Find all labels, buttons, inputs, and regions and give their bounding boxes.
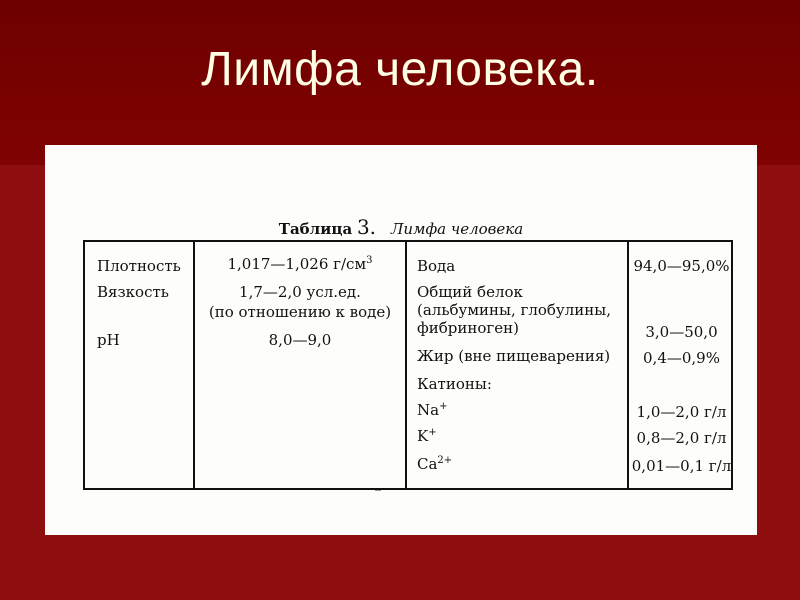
table-divider-1: [193, 242, 195, 488]
property-value-note: (по отношению к воде): [208, 303, 392, 321]
component-value: 0,4—0,9%: [643, 349, 720, 367]
component-value: 1,0—2,0 г/л: [636, 403, 727, 421]
component-name: $Ca^{2+}$: [417, 455, 453, 473]
property-value: 1,017—1,026 $г/см^3$: [227, 255, 373, 273]
component-name: фибриноген): [417, 319, 519, 337]
caption-title: Лимфа человека: [390, 220, 524, 238]
property-name: Плотность: [97, 257, 181, 275]
table-divider-2: [405, 242, 407, 488]
component-name: Вода: [417, 257, 456, 275]
component-name: Жир (вне пищеварения): [417, 347, 611, 365]
component-name: K+: [417, 427, 437, 445]
component-name: (альбумины, глобулины,: [417, 301, 611, 319]
component-value: 0,8—2,0 г/л: [636, 429, 727, 447]
component-value: 94,0—95,0%: [633, 257, 730, 275]
property-name: Вязкость: [97, 283, 169, 301]
component-name: Катионы:: [417, 375, 492, 393]
scan-mark: [375, 490, 381, 491]
table-caption: [45, 215, 757, 239]
property-value: 8,0—9,0: [268, 331, 332, 349]
property-name: pH: [97, 331, 120, 349]
component-value: 3,0—50,0: [645, 323, 718, 341]
property-value: 1,7—2,0 усл.ед.: [239, 283, 361, 301]
component-name: Na+: [417, 401, 448, 419]
lymph-table: [83, 240, 733, 490]
caption-number: 3.: [356, 215, 377, 239]
component-name: Общий белок: [417, 283, 523, 301]
scanned-table-image: [45, 145, 757, 535]
slide-title: Лимфа человека.: [201, 43, 599, 96]
table-divider-3: [627, 242, 629, 488]
caption-label: Таблица: [278, 220, 353, 238]
component-value: 0,01—0,1 г/л: [631, 457, 732, 475]
